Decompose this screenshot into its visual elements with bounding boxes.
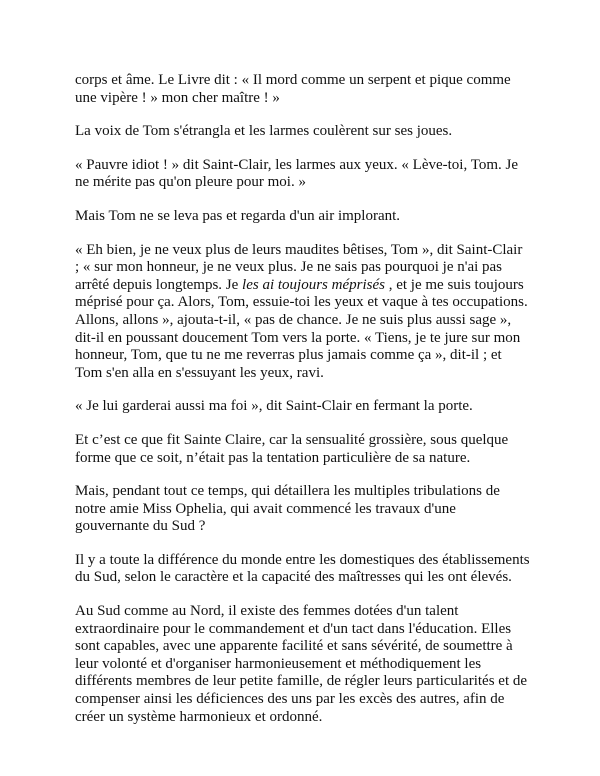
paragraph-5-after: , et je me suis toujours méprisé pour ça. Alors, Tom, essuie-toi les yeux et vaque à tes occupations. Allons, allons », ajouta-t-il, « pas de chance. Je ne suis plus aussi sage », dit-il en poussant doucement Tom vers la porte. « Tiens, je te jure sur mon honneur, Tom, que tu ne me reverras plus jamais comme ça », dit-il ; et Tom s'en alla en s'essuyant les yeux, ravi. bbox=[75, 276, 528, 381]
paragraph-9: Il y a toute la différence du monde entre les domestiques des établissements du Sud, selon le caractère et la capacité des maîtresses qui les ont élevés. bbox=[75, 551, 530, 586]
paragraph-8: Mais, pendant tout ce temps, qui détaillera les multiples tribulations de notre amie Miss Ophelia, qui avait commencé les travaux d'une gouvernante du Sud ? bbox=[75, 483, 500, 535]
paragraph-10: Au Sud comme au Nord, il existe des femmes dotées d'un talent extraordinaire pour le commandement et d'un tact dans l'éducation. Elles sont capables, avec une apparente facilité et sans sévérité, de soumettre à leur volonté et d'organiser harmonieusement et méthodiquement les différents membres de leur petite famille, de régler leurs particularités et de compenser ainsi les déficiences des uns par les excès des autres, afin de créer un système harmonieux et ordonné. bbox=[75, 603, 528, 725]
paragraph-2: La voix de Tom s'étrangla et les larmes coulèrent sur ses joues. bbox=[75, 123, 453, 140]
paragraph-7: Et c’est ce que fit Sainte Claire, car la sensualité grossière, sous quelque forme que ce soit, n’était pas la tentation particulière de sa nature. bbox=[75, 431, 509, 466]
paragraph-5 bbox=[75, 242, 530, 383]
paragraph-3: « Pauvre idiot ! » dit Saint-Clair, les larmes aux yeux. « Lève-toi, Tom. Je ne mérite pas qu'on pleure pour moi. » bbox=[75, 156, 518, 191]
paragraph-1: corps et âme. Le Livre dit : « Il mord comme un serpent et pique comme une vipère ! » mon cher maître ! » bbox=[75, 72, 511, 106]
paragraph-6: « Je lui garderai aussi ma foi », dit Saint-Clair en fermant la porte. bbox=[75, 398, 473, 415]
paragraph-5-italic: les ai toujours méprisés bbox=[242, 276, 385, 293]
document-page bbox=[75, 72, 530, 742]
paragraph-5-before: « Eh bien, je ne veux plus de leurs maudites bêtises, Tom », dit Saint-Clair ; « sur mon honneur, je ne veux plus. Je ne sais pas pourquoi je n'ai pas arrêté depuis longtemps. Je bbox=[75, 241, 523, 293]
paragraph-4: Mais Tom ne se leva pas et regarda d'un air implorant. bbox=[75, 207, 401, 224]
